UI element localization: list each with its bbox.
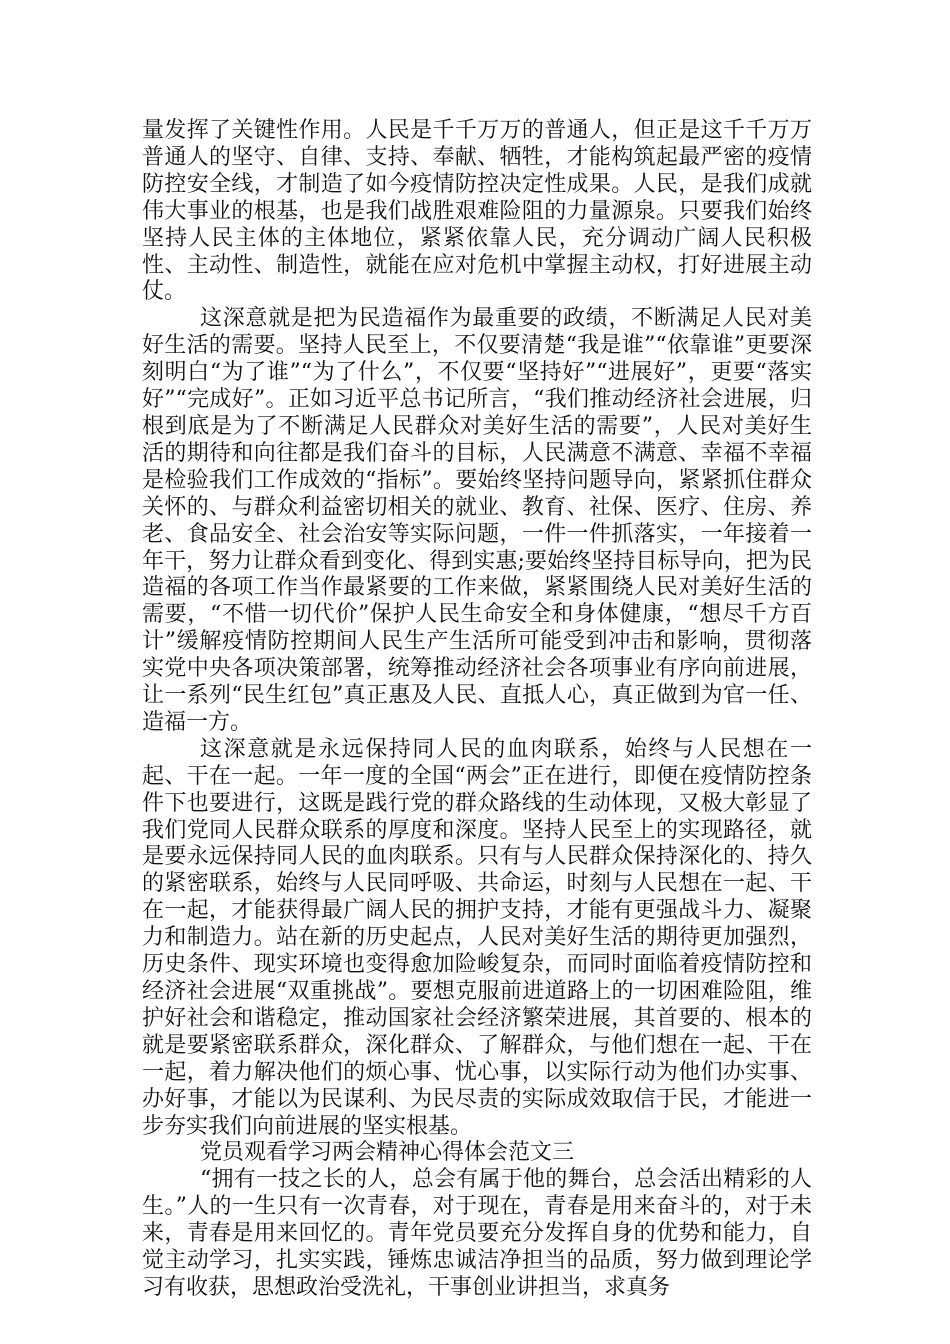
body-paragraph-1: 量发挥了关键性作用。人民是千千万万的普通人，但正是这千千万万普通人的坚守、自律、支持、奉献、牺牲，才能构筑起最严密的疫情防控安全线，才制造了如今疫情防控决定性成果。人民，是我们成就伟大事业的根基，也是我们战胜艰难险阻的力量源泉。只要我们始终坚持人民主体的主体地位，紧紧依靠人民，充分调动广阔人民积极性、主动性、制造性，就能在应对危机中掌握主动权，打好进展主动仗。 (142, 118, 812, 305)
body-paragraph-4: “拥有一技之长的人，总会有属于他的舞台，总会活出精彩的人生。”人的一生只有一次青春，对于现在，青春是用来奋斗的，对于未来，青春是用来回忆的。青年党员要充分发挥自身的优势和能力，自觉主动学习，扎实实践，锤炼忠诚洁净担当的品质，努力做到理论学习有收获，思想政治受洗礼，干事创业讲担当，求真务 (142, 1167, 812, 1300)
document-page (142, 118, 812, 1302)
section-heading: 党员观看学习两会精神心得体会范文三 (200, 1140, 575, 1166)
body-paragraph-2: 这深意就是把为民造福作为最重要的政绩，不断满足人民对美好生活的需要。坚持人民至上，不仅要清楚“我是谁”“依靠谁”更要深刻明白“为了谁”“为了什么”，不仅要“坚持好”“进展好”，更要“落实好”“完成好”。正如习近平总书记所言，“我们推动经济社会进展，归根到底是为了不断满足人民群众对美好生活的需要”，人民对美好生活的期待和向往都是我们奋斗的目标，人民满意不满意、幸福不幸福是检验我们工作成效的“指标”。要始终坚持问题导向，紧紧抓住群众关怀的、与群众利益密切相关的就业、教育、社保、医疗、住房、养老、食品安全、社会治安等实际问题，一件一件抓落实，一年接着一年干，努力让群众看到变化、得到实惠;要始终坚持目标导向，把为民造福的各项工作当作最紧要的工作来做，紧紧围绕人民对美好生活的需要，“不惜一切代价”保护人民生命安全和身体健康，“想尽千方百计”缓解疫情防控期间人民生产生活所可能受到冲击和影响，贯彻落实党中央各项决策部署，统筹推动经济社会各项事业有序向前进展，让一系列“民生红包”真正惠及人民、直抵人心，真正做到为官一任、造福一方。 (142, 306, 812, 735)
body-paragraph-3: 这深意就是永远保持同人民的血肉联系，始终与人民想在一起、干在一起。一年一度的全国“两会”正在进行，即便在疫情防控条件下也要进行，这既是践行党的群众路线的生动体现，又极大彰显了我们党同人民群众联系的厚度和深度。坚持人民至上的实现路径，就是要永远保持同人民的血肉联系。只有与人民群众保持深化的、持久的紧密联系，始终与人民同呼吸、共命运，时刻与人民想在一起、干在一起，才能获得最广阔人民的拥护支持，才能有更强战斗力、凝聚力和制造力。站在新的历史起点，人民对美好生活的期待更加强烈，历史条件、现实环境也变得愈加险峻复杂，而同时面临着疫情防控和经济社会进展“双重挑战”。要想克服前进道路上的一切困难险阻，维护好社会和谐稳定，推动国家社会经济繁荣进展，其首要的、根本的就是要紧密联系群众，深化群众、了解群众，与他们想在一起、干在一起，着力解决他们的烦心事、忧心事，以实际行动为他们办实事、办好事，才能以为民谋利、为民尽责的实际成效取信于民，才能进一步夯实我们向前进展的坚实根基。 (142, 736, 812, 1139)
